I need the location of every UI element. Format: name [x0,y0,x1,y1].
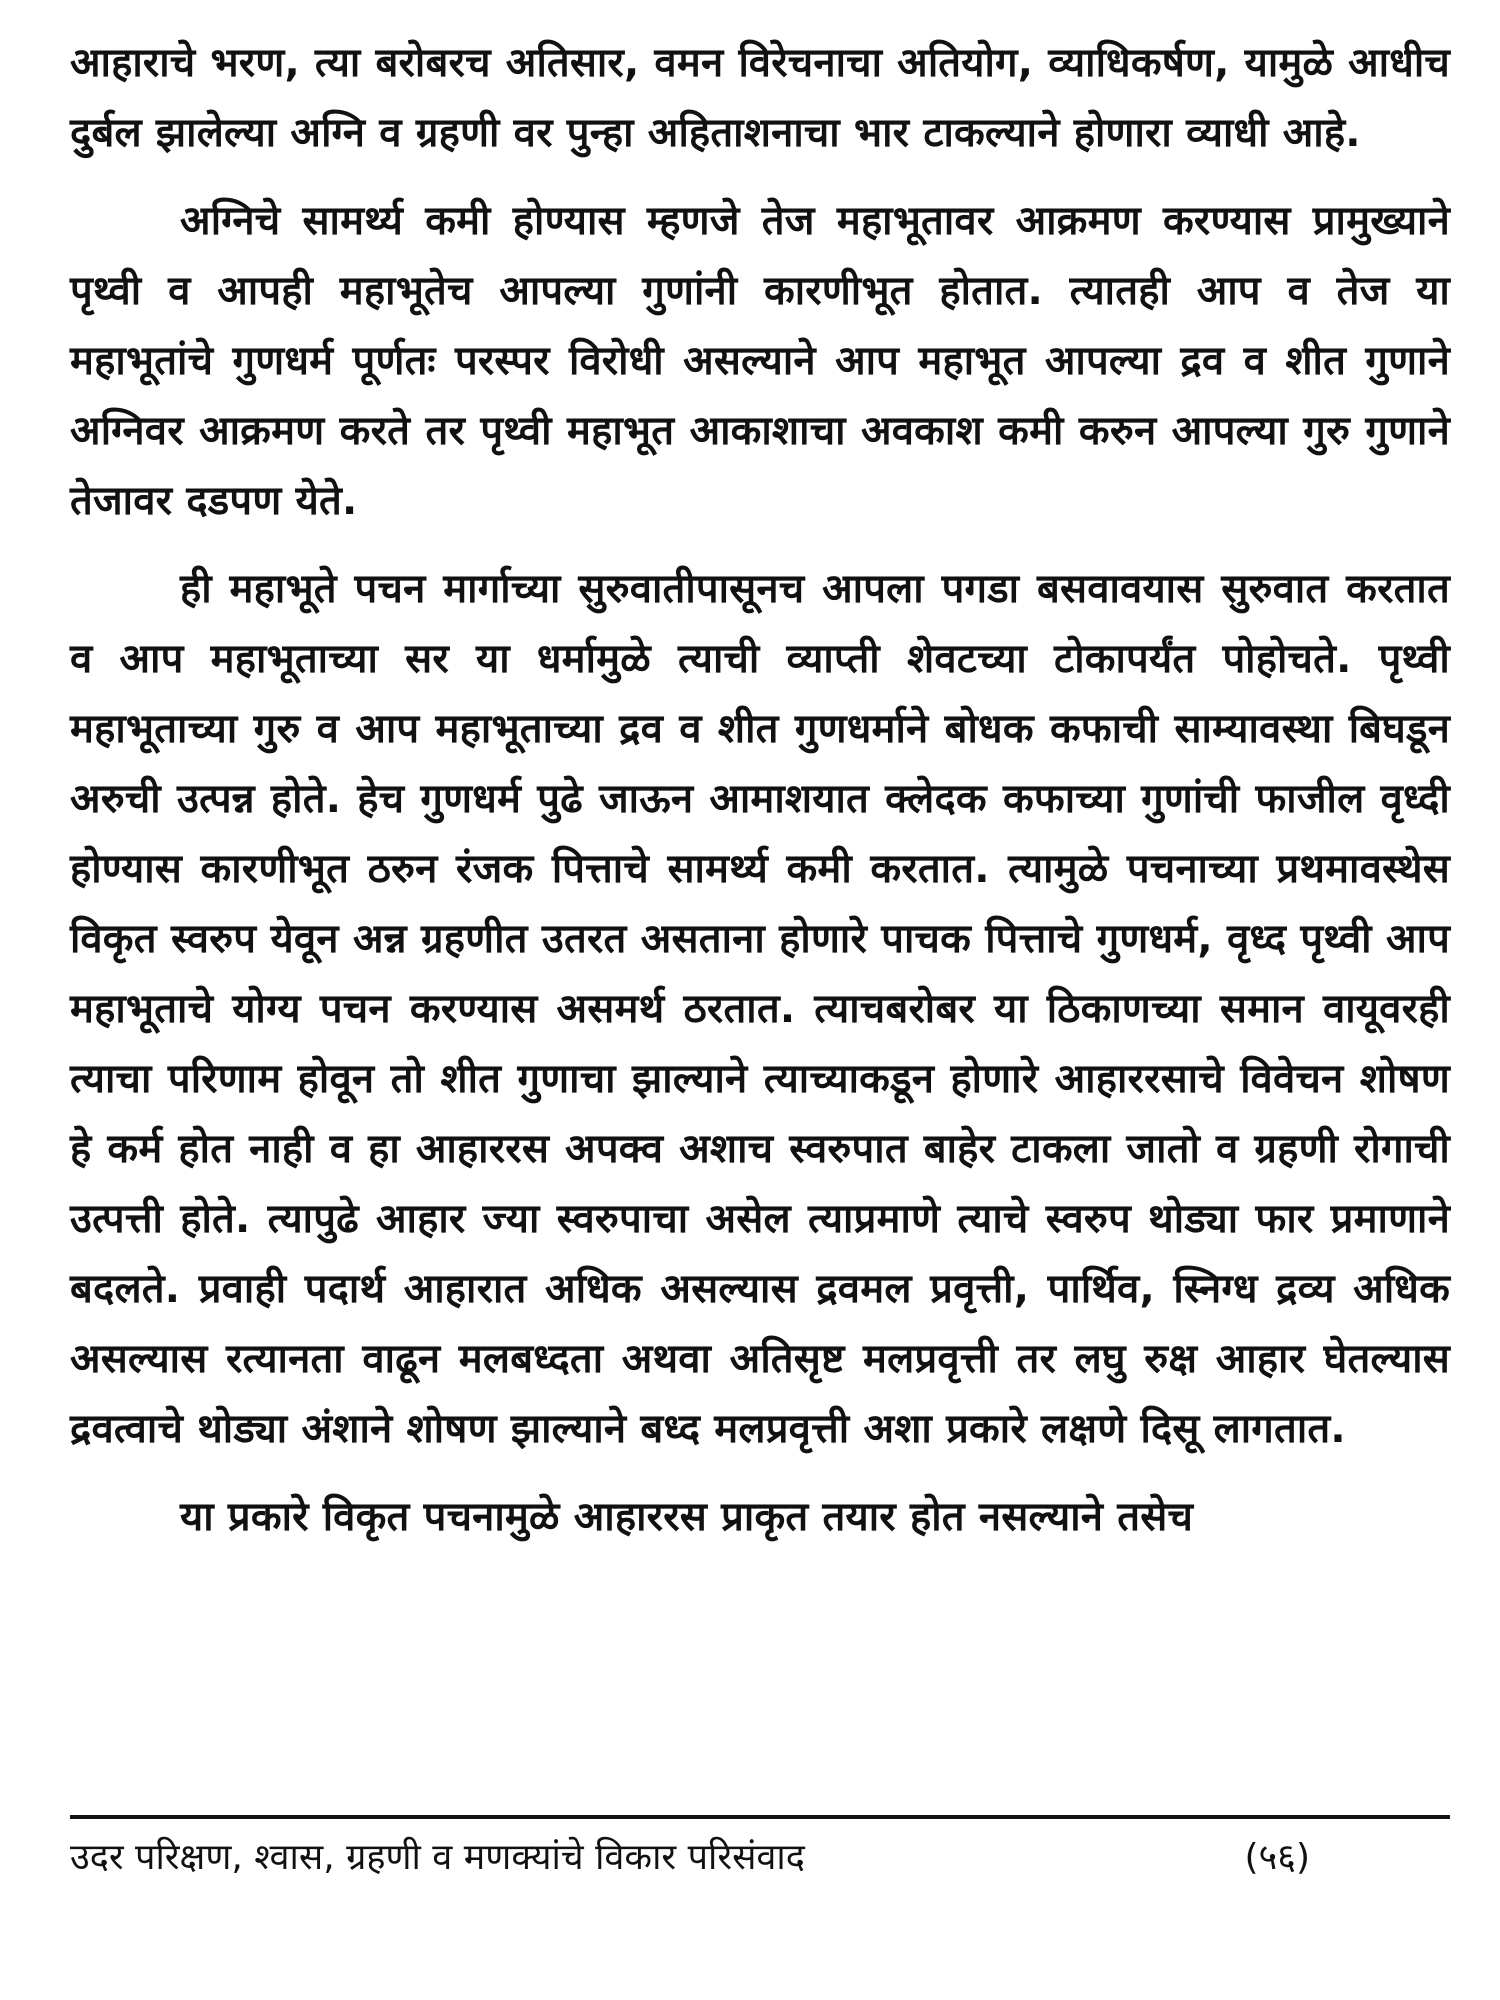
page-footer [70,1830,1450,1886]
paragraph-1: आहाराचे भरण, त्या बरोबरच अतिसार, वमन विरेचनाचा अतियोग, व्याधिकर्षण, यामुळे आधीच दुर्बल झालेल्या अग्नि व ग्रहणी वर पुन्हा अहिताशनाचा भार टाकल्याने होणारा व्याधी आहे. [70,40,1450,156]
footer-divider [70,1815,1450,1819]
footer-title: उदर परिक्षण, श्वास, ग्रहणी व मणक्यांचे विकार परिसंवाद [70,1837,805,1878]
paragraph-3: ही महाभूते पचन मार्गाच्या सुरुवातीपासूनच आपला पगडा बसवावयास सुरुवात करतात व आप महाभूताच्या सर या धर्मामुळे त्याची व्याप्ती शेवटच्या टोकापर्यंत पोहोचते. पृथ्वी महाभूताच्या गुरु व आप महाभूताच्या द्रव व शीत गुणधर्माने बोधक कफाची साम्यावस्था बिघडून अरुची उत्पन्न होते. हेच गुणधर्म पुढे जाऊन आमाशयात क्लेदक कफाच्या गुणांची फाजील वृध्दी होण्यास कारणीभूत ठरुन रंजक पित्ताचे सामर्थ्य कमी करतात. त्यामुळे पचनाच्या प्रथमावस्थेस विकृत स्वरुप येवून अन्न ग्रहणीत उतरत असताना होणारे पाचक पित्ताचे गुणधर्म, वृध्द पृथ्वी आप महाभूताचे योग्य पचन करण्यास असमर्थ ठरतात. त्याचबरोबर या ठिकाणच्या समान वायूवरही त्याचा परिणाम होवून तो शीत गुणाचा झाल्याने त्याच्याकडून होणारे आहाररसाचे विवेचन शोषण हे कर्म होत नाही व हा आहाररस अपक्व अशाच स्वरुपात बाहेर टाकला जातो व ग्रहणी रोगाची उत्पत्ती होते. त्यापुढे आहार ज्या स्वरुपाचा असेल त्याप्रमाणे त्याचे स्वरुप थोड्या फार प्रमाणाने बदलते. प्रवाही पदार्थ आहारात अधिक असल्यास द्रवमल प्रवृत्ती, पार्थिव, स्निग्ध द्रव्य अधिक असल्यास रत्यानता वाढून मलबध्दता अथवा अतिसृष्ट मलप्रवृत्ती तर लघु रुक्ष आहार घेतल्यास द्रवत्वाचे थोड्या अंशाने शोषण झाल्याने बध्द मलप्रवृत्ती अशा प्रकारे लक्षणे दिसू लागतात. [70,566,1450,1452]
document-body [70,28,1450,1552]
paragraph-4: या प्रकारे विकृत पचनामुळे आहाररस प्राकृत तयार होत नसल्याने तसेच [180,1494,1194,1540]
page-number: (५६) [1244,1837,1310,1878]
paragraph-2: अग्निचे सामर्थ्य कमी होण्यास म्हणजे तेज महाभूतावर आक्रमण करण्यास प्रामुख्याने पृथ्वी व आपही महाभूतेच आपल्या गुणांनी कारणीभूत होतात. त्यातही आप व तेज या महाभूतांचे गुणधर्म पूर्णतः परस्पर विरोधी असल्याने आप महाभूत आपल्या द्रव व शीत गुणाने अग्निवर आक्रमण करते तर पृथ्वी महाभूत आकाशाचा अवकाश कमी करुन आपल्या गुरु गुणाने तेजावर दडपण येते. [70,198,1450,524]
